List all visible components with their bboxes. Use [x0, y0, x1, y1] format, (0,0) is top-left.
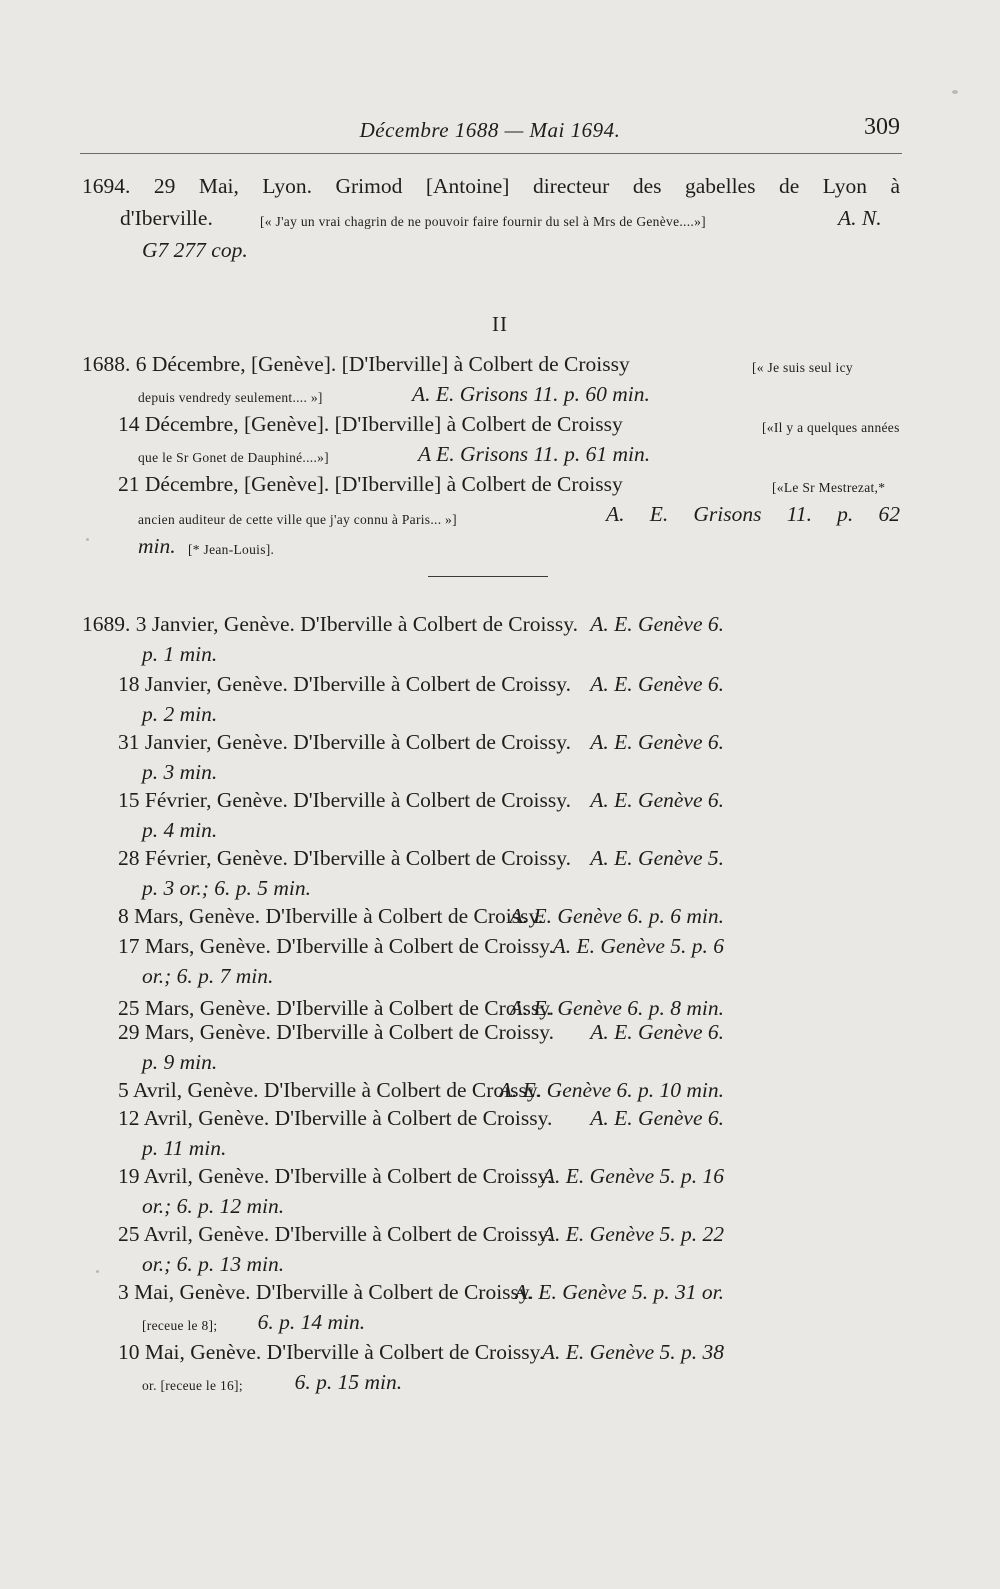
- archive-reference: A. E. Genève 5.: [590, 846, 724, 870]
- archive-reference: or.; 6. p. 12 min.: [142, 1194, 285, 1218]
- archive-reference: A. E. Genève 5. p. 22: [541, 1222, 724, 1246]
- quote-excerpt: [« J'ay un vrai chagrin de ne pouvoir faire fournir du sel à Mrs de Genève....»]: [260, 214, 706, 229]
- archive-reference: A. E. Genève 6.: [590, 1106, 724, 1130]
- entry-line: 18 Janvier, Genève. D'Iberville à Colbert de Croissy.: [118, 672, 571, 696]
- archive-reference: A. E. Genève 6.: [590, 730, 724, 754]
- archive-reference: A. E. Genève 6.: [590, 612, 724, 636]
- paper-speck: [96, 1270, 99, 1273]
- entry-line: 1688. 6 Décembre, [Genève]. [D'Iberville] à Colbert de Croissy: [82, 352, 630, 376]
- header-rule: [80, 153, 902, 154]
- archive-reference: A. N.: [838, 206, 882, 230]
- entry-line: 28 Février, Genève. D'Iberville à Colbert de Croissy.: [118, 846, 571, 870]
- entry-line: 31 Janvier, Genève. D'Iberville à Colbert de Croissy.: [118, 730, 571, 754]
- entry-line: 14 Décembre, [Genève]. [D'Iberville] à Colbert de Croissy: [118, 412, 623, 436]
- entry-line: 21 Décembre, [Genève]. [D'Iberville] à Colbert de Croissy: [118, 472, 623, 496]
- archive-reference: A. E. Genève 6.: [590, 1020, 724, 1044]
- receipt-note: or. [receue le 16];: [142, 1378, 243, 1393]
- archive-reference: A E. Grisons 11. p. 61 min.: [418, 442, 651, 466]
- quote-excerpt: depuis vendredy seulement.... »]: [138, 390, 323, 405]
- archive-reference: A. E. Genève 5. p. 16: [541, 1164, 724, 1188]
- archive-reference: A. E. Grisons 11. p. 60 min.: [412, 382, 650, 406]
- entry-line: d'Iberville.: [120, 206, 213, 230]
- archive-reference: p. 1 min.: [142, 642, 218, 666]
- archive-reference: 6. p. 14 min.: [257, 1310, 366, 1334]
- archive-reference: p. 9 min.: [142, 1050, 218, 1074]
- entry-line: 25 Avril, Genève. D'Iberville à Colbert de Croissy.: [118, 1222, 553, 1246]
- archive-reference: p. 2 min.: [142, 702, 218, 726]
- archive-reference: or.; 6. p. 13 min.: [142, 1252, 285, 1276]
- page-header: [80, 112, 900, 146]
- archive-reference: A. E. Grisons 11. p. 62: [606, 502, 900, 526]
- quote-excerpt: ancien auditeur de cette ville que j'ay connu à Paris... »]: [138, 512, 457, 527]
- paper-speck: [952, 90, 958, 94]
- entry-line: 29 Mars, Genève. D'Iberville à Colbert de Croissy.: [118, 1020, 554, 1044]
- page-number: 309: [864, 114, 900, 140]
- section-divider: [428, 576, 548, 577]
- archive-reference: p. 3 min.: [142, 760, 218, 784]
- entry-line: 15 Février, Genève. D'Iberville à Colbert de Croissy.: [118, 788, 571, 812]
- running-title: Décembre 1688 — Mai 1694.: [359, 118, 621, 142]
- archive-reference: A. E. Genève 6.: [590, 672, 724, 696]
- entry-line: 17 Mars, Genève. D'Iberville à Colbert de Croissy.: [118, 934, 554, 958]
- footnote-note: [* Jean-Louis].: [188, 542, 275, 557]
- quote-excerpt: que le Sr Gonet de Dauphiné....»]: [138, 450, 329, 465]
- quote-excerpt: [« Je suis seul icy: [752, 360, 853, 375]
- quote-excerpt: [«Il y a quelques années: [762, 420, 900, 435]
- archive-reference: A. E. Genève 5. p. 38: [541, 1340, 724, 1364]
- archive-reference: A. E. Genève 6. p. 6 min.: [509, 904, 724, 928]
- archive-reference: min.: [138, 534, 176, 558]
- section-numeral: II: [492, 312, 508, 336]
- archive-reference: A. E. Genève 5. p. 31 or.: [514, 1280, 724, 1304]
- archive-reference: A. E. Genève 6.: [590, 788, 724, 812]
- entry-line: 1689. 3 Janvier, Genève. D'Iberville à Colbert de Croissy.: [82, 612, 578, 636]
- archive-reference: A. E. Genève 6. p. 10 min.: [498, 1078, 724, 1102]
- receipt-note: [receue le 8];: [142, 1318, 218, 1333]
- archive-reference: p. 4 min.: [142, 818, 218, 842]
- entry-line: 5 Avril, Genève. D'Iberville à Colbert de Croissy.: [118, 1078, 542, 1102]
- entry-line: 10 Mai, Genève. D'Iberville à Colbert de Croissy.: [118, 1340, 545, 1364]
- entry-line: 3 Mai, Genève. D'Iberville à Colbert de Croissy.: [118, 1280, 534, 1304]
- entry-line: 19 Avril, Genève. D'Iberville à Colbert de Croissy.: [118, 1164, 553, 1188]
- archive-reference: p. 11 min.: [142, 1136, 227, 1160]
- entry-line: 1694. 29 Mai, Lyon. Grimod [Antoine] directeur des gabelles de Lyon à: [82, 174, 900, 198]
- paper-speck: [86, 538, 89, 541]
- quote-excerpt: [«Le Sr Mestrezat,*: [772, 480, 886, 495]
- entry-line: 25 Mars, Genève. D'Iberville à Colbert de Croissy.: [118, 996, 554, 1020]
- archive-reference: G7 277 cop.: [142, 238, 248, 262]
- archive-reference: A. E. Genève 5. p. 6: [552, 934, 724, 958]
- entry-line: 8 Mars, Genève. D'Iberville à Colbert de Croissy.: [118, 904, 544, 928]
- archive-reference: A. E. Genève 6. p. 8 min.: [509, 996, 724, 1020]
- archive-reference: or.; 6. p. 7 min.: [142, 964, 274, 988]
- archive-reference: p. 3 or.; 6. p. 5 min.: [142, 876, 312, 900]
- archive-reference: 6. p. 15 min.: [294, 1370, 403, 1394]
- entry-line: 12 Avril, Genève. D'Iberville à Colbert de Croissy.: [118, 1106, 553, 1130]
